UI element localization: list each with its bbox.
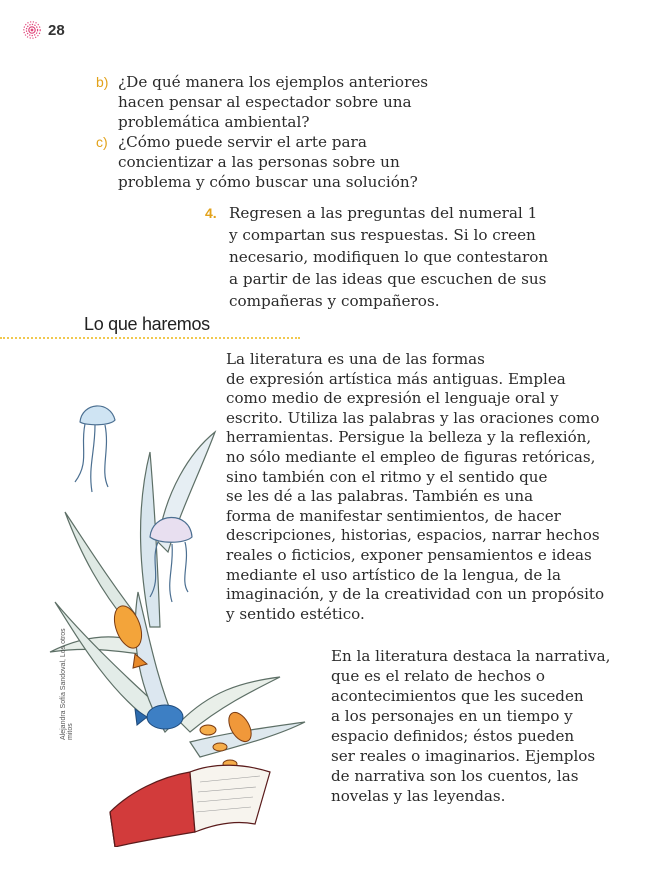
text-line: problemática ambiental? <box>118 113 310 131</box>
text-line: que es el relato de hechos o <box>331 667 546 685</box>
text-line: de narrativa son los cuentos, las <box>331 767 579 785</box>
question-list <box>96 72 429 192</box>
question-text <box>118 132 418 192</box>
text-line: se les dé a las palabras. También es una <box>226 487 534 506</box>
text-line: y compartan sus respuestas. Si lo creen <box>229 226 536 244</box>
text-line: imaginación, y de la creatividad con un propósito <box>226 585 605 604</box>
question-text <box>118 72 428 132</box>
page-header <box>22 20 65 40</box>
text-line: herramientas. Persigue la belleza y la reflexión, <box>226 428 592 447</box>
text-line: mediante el uso artístico de la lengua, de la <box>226 565 561 584</box>
text-line: En la literatura destaca la narrativa, <box>331 647 611 665</box>
text-line: problema y cómo buscar una solución? <box>118 173 418 191</box>
section-title: Lo que haremos <box>84 314 210 334</box>
step-number: 4. <box>205 205 217 221</box>
text-line: reales o ficticios, exponer pensamientos e ideas <box>226 545 592 564</box>
paragraph-literature <box>226 350 605 624</box>
text-line: a partir de las ideas que escuchen de sus <box>229 270 547 288</box>
text-line: descripciones, historias, espacios, narrar hechos <box>226 526 600 545</box>
text-line: no sólo mediante el empleo de figuras retóricas, <box>226 447 596 466</box>
sun-icon <box>22 20 42 40</box>
question-c <box>96 132 416 192</box>
text-line: concientizar a las personas sobre un <box>118 153 400 171</box>
text-line: forma de manifestar sentimientos, de hacer <box>226 506 561 525</box>
question-label: c) <box>96 134 108 150</box>
text-line: a los personajes en un tiempo y <box>331 707 573 725</box>
text-line: ser reales o imaginarios. Ejemplos <box>331 747 596 765</box>
text-line: necesario, modifiquen lo que contestaron <box>229 248 549 266</box>
text-line: ¿De qué manera los ejemplos anteriores <box>118 73 429 91</box>
text-line: sino también con el ritmo y el sentido que <box>226 467 548 486</box>
text-line: de expresión artística más antiguas. Emplea <box>226 369 566 388</box>
text-line: Regresen a las preguntas del numeral 1 <box>229 204 538 222</box>
text-line: hacen pensar al espectador sobre una <box>118 93 412 111</box>
step-4 <box>205 202 549 312</box>
text-line: acontecimientos que les suceden <box>331 687 584 705</box>
text-line: compañeras y compañeros. <box>229 292 440 310</box>
paragraph-narrative <box>331 646 611 806</box>
text-line: escrito. Utiliza las palabras y las oraciones como <box>226 408 600 427</box>
text-line: y sentido estético. <box>226 604 365 623</box>
page-number: 28 <box>48 21 65 39</box>
question-label: b) <box>96 74 109 90</box>
step-text <box>229 202 548 312</box>
section-divider <box>0 337 300 339</box>
text-line: La literatura es una de las formas <box>226 350 485 368</box>
text-line: novelas y las leyendas. <box>331 787 506 805</box>
text-line: como medio de expresión el lenguaje oral y <box>226 389 559 408</box>
illustration-credit: Alejandra Sofía Sandoval, Los otros mitos <box>60 628 74 740</box>
text-line: ¿Cómo puede servir el arte para <box>118 133 367 151</box>
question-b <box>96 72 429 132</box>
text-line: espacio definidos; éstos pueden <box>331 727 575 745</box>
